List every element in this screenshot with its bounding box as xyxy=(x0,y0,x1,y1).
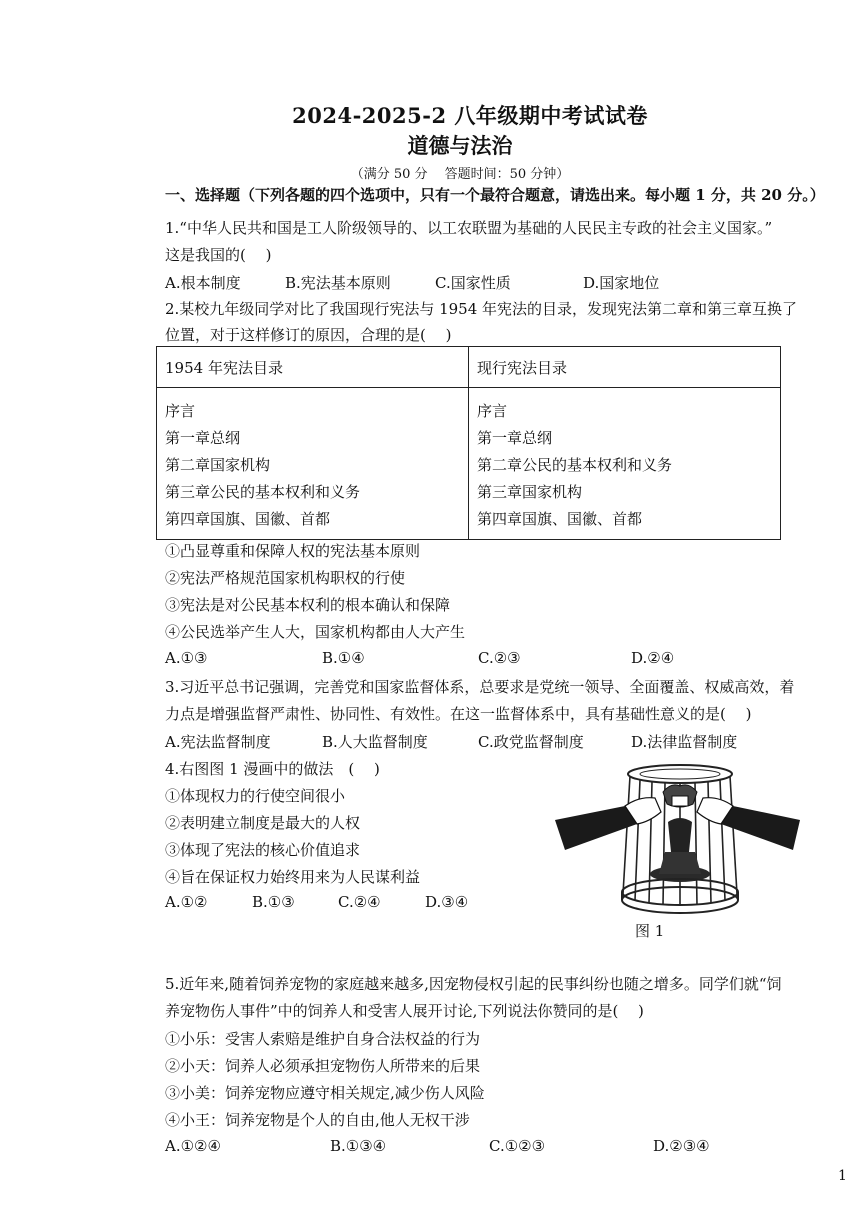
q1-option-c: C.国家性质 xyxy=(435,274,511,292)
q5-statement-2: ②小天：饲养人必须承担宠物伤人所带来的后果 xyxy=(165,1057,481,1075)
table-column-current xyxy=(469,388,781,540)
q3-option-c: C.政党监督制度 xyxy=(478,733,584,751)
table-cell: 第二章国家机构 xyxy=(165,456,271,474)
table-header-current: 现行宪法目录 xyxy=(469,347,781,388)
q5-statement-4: ④小王：饲养宠物是个人的自由,他人无权干涉 xyxy=(165,1111,470,1129)
exam-title: 2024-2025-2 八年级期中考试试卷 xyxy=(292,103,648,128)
q3-stem-line2: 力点是增强监督严肃性、协同性、有效性。在这一监督体系中，具有基础性意义的是( ) xyxy=(165,705,752,723)
q2-option-c: C.②③ xyxy=(478,649,521,667)
q2-stem-line1: 2.某校九年级同学对比了我国现行宪法与 1954 年宪法的目录，发现宪法第二章和第三章互换了 xyxy=(165,300,798,318)
q2-statement-1: ①凸显尊重和保障人权的宪法基本原则 xyxy=(165,542,421,560)
exam-info: （满分 50 分 答题时间：50 分钟） xyxy=(350,167,570,182)
q1-option-a: A.根本制度 xyxy=(165,274,241,292)
q1-option-d: D.国家地位 xyxy=(583,274,660,292)
q5-option-c: C.①②③ xyxy=(489,1137,546,1155)
q2-statement-2: ②宪法严格规范国家机构职权的行使 xyxy=(165,569,406,587)
q5-stem-line1: 5.近年来,随着饲养宠物的家庭越来越多,因宠物侵权引起的民事纠纷也随之增多。同学们就“饲 xyxy=(165,975,782,993)
q3-stem-line1: 3.习近平总书记强调，完善党和国家监督体系，总要求是党统一领导、全面覆盖、权威高效，着 xyxy=(165,678,795,696)
q3-option-b: B.人大监督制度 xyxy=(322,733,428,751)
q4-statement-1: ①体现权力的行使空间很小 xyxy=(165,787,346,805)
section-heading: 一、选择题（下列各题的四个选项中，只有一个最符合题意，请选出来。每小题 1 分，共 20 分。） xyxy=(165,186,825,204)
table-cell: 第一章总纲 xyxy=(477,429,553,447)
q5-stem-line2: 养宠物伤人事件”中的饲养人和受害人展开讨论,下列说法你赞同的是( ) xyxy=(165,1002,644,1020)
q1-option-b: B.宪法基本原则 xyxy=(285,274,391,292)
page-number: 1 xyxy=(838,1168,847,1184)
power-cage-cartoon xyxy=(555,762,800,922)
q4-statement-4: ④旨在保证权力始终用来为人民谋利益 xyxy=(165,868,421,886)
q5-statement-1: ①小乐：受害人索赔是维护自身合法权益的行为 xyxy=(165,1030,481,1048)
q4-statement-2: ②表明建立制度是最大的人权 xyxy=(165,814,361,832)
table-header-1954: 1954 年宪法目录 xyxy=(157,347,469,388)
q2-statement-4: ④公民选举产生人大，国家机构都由人大产生 xyxy=(165,623,466,641)
q4-statement-3: ③体现了宪法的核心价值追求 xyxy=(165,841,361,859)
table-cell: 序言 xyxy=(165,402,196,420)
q2-statement-3: ③宪法是对公民基本权利的根本确认和保障 xyxy=(165,596,451,614)
figure-label: 图 1 xyxy=(635,922,665,940)
q5-option-a: A.①②④ xyxy=(165,1137,221,1155)
q4-option-c: C.②④ xyxy=(338,893,381,911)
table-cell: 第四章国旗、国徽、首都 xyxy=(477,510,643,528)
exam-subject: 道德与法治 xyxy=(407,133,513,158)
q2-option-d: D.②④ xyxy=(631,649,675,667)
q2-option-b: B.①④ xyxy=(322,649,365,667)
q1-stem-line1: 1.“中华人民共和国是工人阶级领导的、以工农联盟为基础的人民民主专政的社会主义国家。” xyxy=(165,219,773,237)
q4-option-d: D.③④ xyxy=(425,893,469,911)
table-cell: 第三章国家机构 xyxy=(477,483,583,501)
q3-option-a: A.宪法监督制度 xyxy=(165,733,271,751)
table-cell: 序言 xyxy=(477,402,508,420)
table-cell: 第三章公民的基本权利和义务 xyxy=(165,483,361,501)
q5-statement-3: ③小美：饲养宠物应遵守相关规定,减少伤人风险 xyxy=(165,1084,485,1102)
q5-option-d: D.②③④ xyxy=(653,1137,710,1155)
q3-option-d: D.法律监督制度 xyxy=(631,733,738,751)
q2-option-a: A.①③ xyxy=(165,649,208,667)
table-cell: 第一章总纲 xyxy=(165,429,241,447)
q5-option-b: B.①③④ xyxy=(330,1137,387,1155)
q4-option-b: B.①③ xyxy=(252,893,295,911)
q4-option-a: A.①② xyxy=(165,893,208,911)
table-cell: 第四章国旗、国徽、首都 xyxy=(165,510,331,528)
q1-stem-line2: 这是我国的( ) xyxy=(165,246,272,264)
table-cell: 第二章公民的基本权利和义务 xyxy=(477,456,673,474)
q2-stem-line2: 位置，对于这样修订的原因，合理的是( ) xyxy=(165,326,452,344)
q4-stem: 4.右图图 1 漫画中的做法 ( ) xyxy=(165,760,380,778)
table-column-1954 xyxy=(157,388,469,540)
constitution-comparison-table xyxy=(156,346,781,540)
